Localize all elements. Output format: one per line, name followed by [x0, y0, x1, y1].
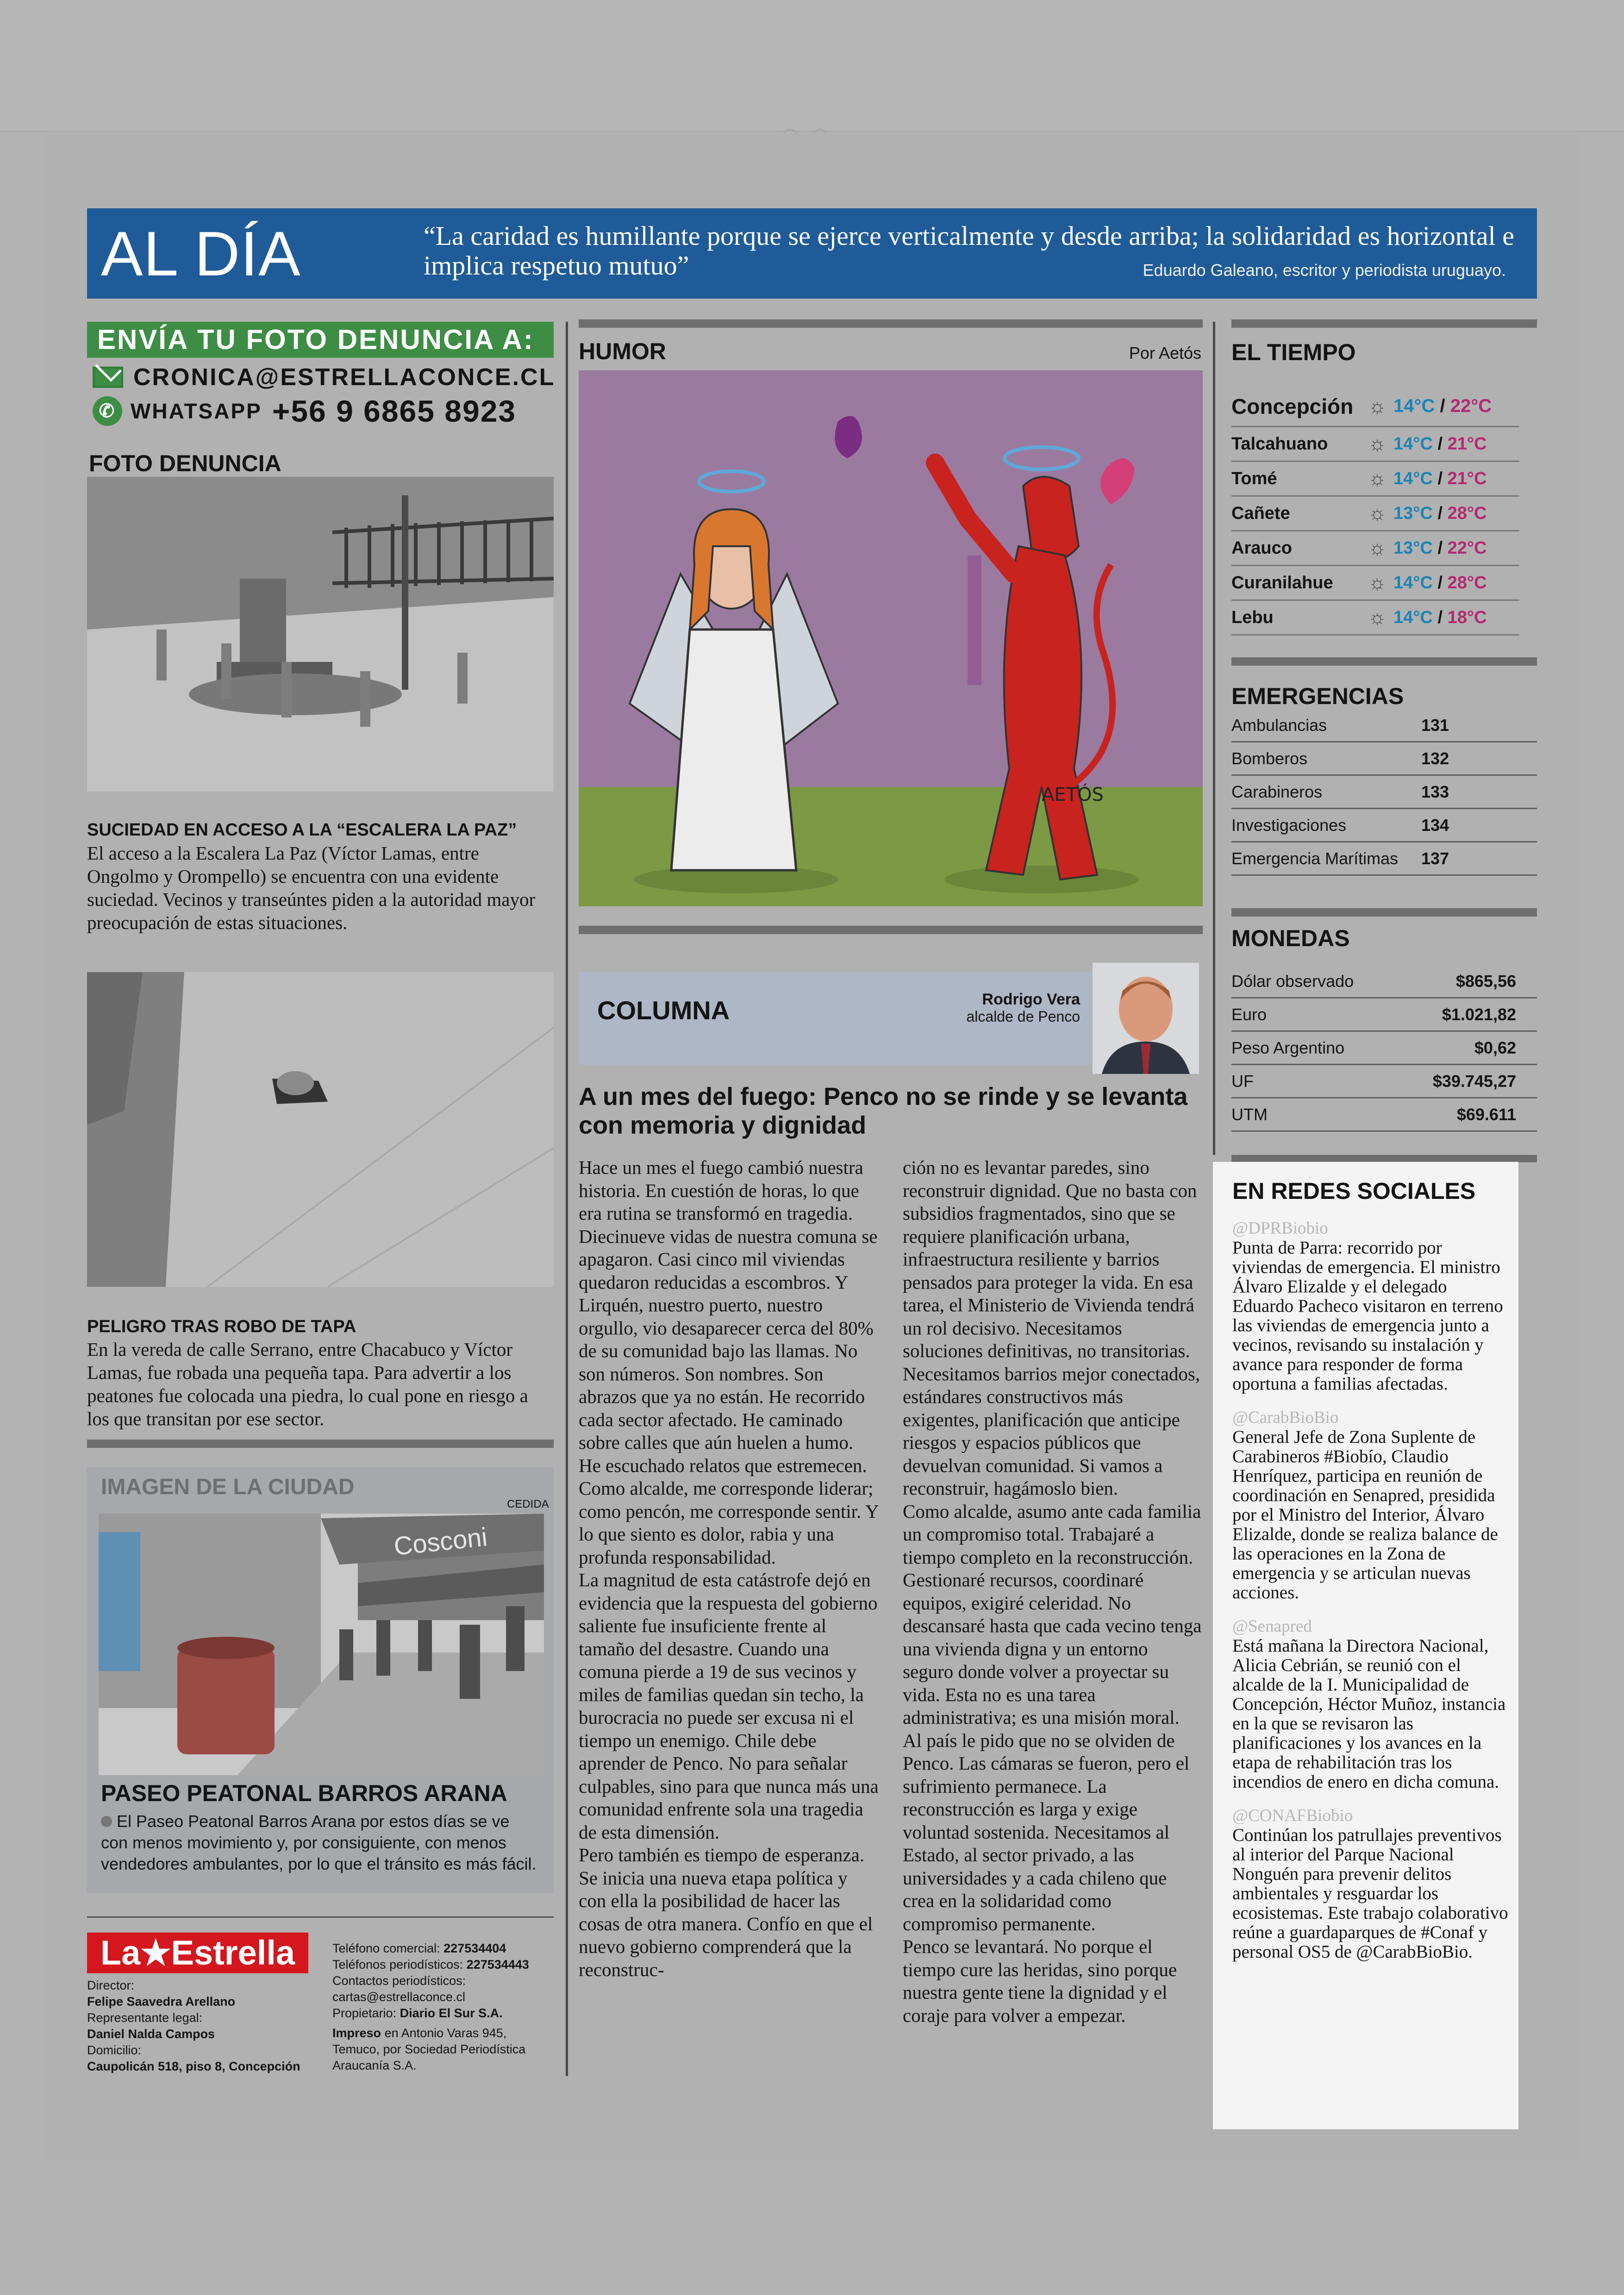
temp-max: 22°C: [1447, 538, 1487, 558]
weather-city: Cañete: [1231, 503, 1290, 523]
temp-min: 14°C: [1393, 607, 1433, 627]
emergency-name: Investigaciones: [1231, 815, 1347, 835]
imagen-ciudad-title: IMAGEN DE LA CIUDAD: [101, 1475, 355, 1499]
columna-col2: [903, 1156, 1203, 2027]
currency-value: $1.021,82: [1442, 1004, 1516, 1024]
temp-min: 14°C: [1393, 573, 1433, 592]
rep-name: Daniel Nalda Campos: [87, 2027, 215, 2041]
emergency-row: [1231, 809, 1537, 842]
sun-icon: ☼: [1368, 394, 1387, 418]
caption-body-1: El acceso a la Escalera La Paz (Víctor Lamas, entre Ongolmo y Orompello) se encuentra con una evidente suciedad. Vecinos y transeúntes piden a la autoridad mayor preocupación de estas situaciones.: [87, 842, 536, 933]
temp-max: 28°C: [1447, 503, 1487, 523]
monedas-title: MONEDAS: [1231, 925, 1350, 951]
emergency-number[interactable]: 131: [1421, 715, 1449, 735]
weather-city: Curanilahue: [1231, 573, 1333, 592]
columna-paragraph: Penco se levantará. No porque el tiempo cure las heridas, sino porque nuestra gente tiene la dignidad y el coraje para volver a empezar.: [903, 1936, 1177, 2026]
la-estrella-logo: La★Estrella: [87, 1933, 308, 1973]
whatsapp-icon: ✆: [93, 396, 122, 426]
monedas-table: [1231, 965, 1537, 1132]
foto-denuncia-banner: ENVÍA TU FOTO DENUNCIA A:: [87, 322, 554, 358]
columna-paragraph: Al país le pido que no se olviden de Penco. Las cámaras se fueron, pero el sufrimiento permanece. La reconstrucción es larga y exige voluntad sostenida. Necesitamos al Estado, al sector privado, a las universidades y a cada chileno que crea en la solidaridad como compromiso permanente.: [903, 1729, 1190, 1934]
rep-label: Representante legal:: [87, 2011, 203, 2025]
humor-cartoon: [579, 370, 1203, 906]
weather-row: Lebu ☼ 14°C / 18°C: [1231, 601, 1519, 636]
viewer-top-band: [0, 0, 1624, 132]
masthead-staff: [87, 1977, 305, 2075]
weather-city: Arauco: [1231, 538, 1292, 558]
currency-value: $0,62: [1474, 1038, 1516, 1057]
sun-icon: ☼: [1368, 502, 1387, 524]
weather-city: Tomé: [1231, 468, 1277, 488]
column-divider: [566, 322, 568, 2076]
sun-icon: ☼: [1368, 432, 1387, 455]
emergency-number[interactable]: 137: [1421, 848, 1449, 868]
director-name: Felipe Saavedra Arellano: [87, 1995, 236, 2008]
contactos-label: Contactos periodísticos:: [332, 1974, 466, 1988]
sun-icon: ☼: [1368, 467, 1387, 490]
temp-min: 14°C: [1393, 434, 1433, 454]
emergencias-rule: [1231, 657, 1537, 666]
emergency-number[interactable]: 132: [1421, 748, 1449, 768]
store-sign: Cosconi: [392, 1522, 489, 1561]
currency-value: $69.611: [1456, 1104, 1516, 1124]
currency-row: [1231, 1065, 1537, 1098]
bullet-icon: [101, 1816, 112, 1827]
sun-icon: ☼: [1368, 571, 1387, 594]
photo-escalera: [87, 477, 554, 792]
redes-rule: [1231, 1155, 1537, 1162]
masthead-rule: [87, 1916, 554, 1918]
weather-city: Talcahuano: [1231, 434, 1328, 454]
foto-denuncia-title: FOTO DENUNCIA: [89, 450, 281, 476]
emergency-row: [1231, 742, 1537, 776]
emergencias-title: EMERGENCIAS: [1231, 683, 1404, 709]
columna-paragraph: La magnitud de esta catástrofe dejó en evidencia que la respuesta del gobierno saliente fue insuficiente frente al tamaño del desastre. Cuando una comuna pierde a 19 de sus vecinos y miles de familias quedan sin techo, la burocracia no puede ser excusa ni el tiempo un enemigo. Chile debe aprender de Penco. No para señalar culpables, sino para que nunca más una comunidad enfrente sola una tragedia de esta dimensión.: [579, 1569, 879, 1843]
currency-row: [1231, 965, 1537, 998]
caption-title-1: SUCIEDAD EN ACCESO A LA “ESCALERA LA PAZ”: [87, 820, 517, 840]
temp-max: 28°C: [1447, 573, 1487, 592]
currency-name: UTM: [1231, 1104, 1268, 1124]
redes-sociales-panel: [1213, 1162, 1518, 2129]
currency-value: $865,56: [1455, 971, 1516, 991]
sun-icon: ☼: [1368, 536, 1387, 559]
columna-paragraph: Pero también es tiempo de esperanza. Se inicia una nueva etapa política y con ella la posibilidad de hacer las cosas de otra manera. Confío en que el nuevo gobierno comprenderá que la reconstruc-: [579, 1844, 873, 1980]
columna-title: A un mes del fuego: Penco no se rinde y se levanta con memoria y dignidad: [579, 1083, 1188, 1139]
weather-row: Talcahuano ☼ 14°C / 21°C: [1231, 427, 1519, 462]
emergency-number[interactable]: 133: [1421, 782, 1449, 801]
weather-row: Concepción ☼ 14°C / 22°C: [1231, 387, 1519, 427]
currency-name: Euro: [1231, 1004, 1267, 1024]
columna-paragraph: Como alcalde, asumo ante cada familia un compromiso total. Trabajaré a tiempo completo en la reconstrucción. Gestionaré recursos, coordinaré equipos, exigiré celeridad. No descansaré hasta que cada vecino tenga una vivienda digna y un entorno seguro donde volver a proyectar su vida. Esta no es una tarea administrativa; es una misión moral.: [903, 1500, 1202, 1728]
weather-row: Tomé ☼ 14°C / 21°C: [1231, 462, 1519, 497]
emergencias-table: [1231, 709, 1537, 876]
column-divider: [1213, 322, 1215, 1155]
whatsapp-number: +56 9 6865 8923: [272, 394, 517, 428]
cartoon-signature: AETÓS: [1042, 784, 1104, 805]
caption-body-2: En la vereda de calle Serrano, entre Chacabuco y Víctor Lamas, fue robada una pequeña tapa. Para advertir a los peatones fue colocada una piedra, lo cual pone en riesgo a los que transitan por ese sector.: [87, 1339, 528, 1429]
impreso-label: Impreso: [332, 2026, 381, 2040]
emergency-name: Carabineros: [1231, 782, 1323, 801]
weather-table: [1231, 387, 1519, 636]
mail-icon: [93, 367, 123, 388]
weather-row: Curanilahue ☼ 14°C / 28°C: [1231, 566, 1519, 601]
emergency-name: Emergencia Marítimas: [1231, 848, 1399, 868]
imagen-ciudad-text: El Paseo Peatonal Barros Arana por estos días se ve con menos movimiento y, por consiguiente, con menos vendedores ambulantes, por lo que el tránsito es más fácil.: [101, 1812, 537, 1873]
weather-row: Arauco ☼ 13°C / 22°C: [1231, 531, 1519, 566]
propietario: Diario El Sur S.A.: [400, 2006, 503, 2020]
contact-whatsapp[interactable]: [93, 393, 516, 429]
temp-max: 21°C: [1447, 434, 1487, 454]
section-title: AL DÍA: [101, 218, 301, 289]
sun-icon: ☼: [1368, 606, 1387, 629]
emergency-number[interactable]: 134: [1421, 815, 1449, 835]
quote-author: Eduardo Galeano, escritor y periodista uruguayo.: [1143, 261, 1506, 280]
humor-author: Por Aetós: [1129, 343, 1201, 362]
author-photo: [1093, 963, 1199, 1074]
post-text: General Jefe de Zona Suplente de Carabineros #Biobío, Claudio Henríquez, participa en reunión de coordinación en Senapred, presidida por el Ministro del Interior, Álvaro Elizalde, donde se realiza balance de las operaciones en la Zona de emergencia y se articulan nuevas acciones.: [1232, 1427, 1498, 1603]
domicilio-value: Caupolicán 518, piso 8, Concepción: [87, 2059, 300, 2073]
emergency-row: [1231, 709, 1537, 742]
tel-per-label: Teléfonos periodísticos:: [332, 1958, 463, 1971]
impreso: en Antonio Varas 945, Temuco, por Sociedad Periodística Araucanía S.A.: [332, 2026, 526, 2072]
columna-paragraph: ción no es levantar paredes, sino reconstruir dignidad. Que no basta con subsidios fragmentados, sino que se requiere planificación urbana, infraestructura resiliente y barrios pensados para proteger la vida. En esa tarea, el Ministerio de Vivienda tendrá un rol decisivo. Necesitamos soluciones definitivas, no transitorias. Necesitamos barrios mejor conectados, estándares constructivos más exigentes, planificación que anticipe riesgos y espacios públicos que devuelvan comunidad. Si vamos a reconstruir, hagámoslo bien.: [903, 1157, 1200, 1499]
contactos-email[interactable]: cartas@estrellaconce.cl: [332, 1990, 466, 2004]
section-divider: [87, 1440, 554, 1448]
masthead-contacts: [332, 1940, 550, 2074]
post-handle[interactable]: @CarabBioBio: [1232, 1408, 1339, 1427]
imagen-ciudad-body: [101, 1811, 541, 1875]
columna-paragraph: Hace un mes el fuego cambió nuestra historia. En cuestión de horas, lo que era rutina se transformó en tragedia. Diecinueve vidas de nuestra comuna se apagaron. Casi cinco mil viviendas quedaron reducidas a escombros. Y Lirquén, nuestro puerto, nuestro orgullo, vio desaparecer cerca del 80% de su comunidad bajo las llamas. No son números. Son nombres. Son abrazos que ya no están. He recorrido cada sector afectado. He caminado sobre calles que aún huelen a humo. He escuchado relatos que estremecen. Como alcalde, me corresponde liderar; como pencón, me corresponde sentir. Y lo que siento es dolor, rabia y una profunda responsabilidad.: [579, 1157, 879, 1568]
caption-title-2: PELIGRO TRAS ROBO DE TAPA: [87, 1317, 356, 1336]
photo-credit: CEDIDA: [507, 1498, 549, 1510]
temp-min: 13°C: [1393, 503, 1433, 523]
columna-label: COLUMNA: [597, 996, 730, 1025]
tel-per: 227534443: [466, 1958, 529, 1971]
currency-row: [1231, 1098, 1537, 1132]
currency-name: Dólar observado: [1231, 971, 1354, 991]
weather-city: Lebu: [1231, 607, 1274, 627]
monedas-rule: [1231, 908, 1537, 917]
temp-min: 14°C: [1393, 468, 1433, 488]
tiempo-title: EL TIEMPO: [1231, 339, 1356, 365]
humor-rule: [579, 319, 1203, 328]
emergency-name: Bomberos: [1231, 748, 1308, 768]
emergency-row: [1231, 842, 1537, 876]
temp-min: 13°C: [1393, 538, 1433, 558]
redes-title: EN REDES SOCIALES: [1232, 1178, 1476, 1204]
weather-row: Cañete ☼ 13°C / 28°C: [1231, 497, 1519, 531]
director-label: Director:: [87, 1978, 135, 1992]
temp-max: 18°C: [1447, 607, 1487, 627]
weather-city: Concepción: [1231, 394, 1354, 418]
photo-paseo-peatonal: [99, 1514, 544, 1775]
temp-min: 14°C: [1393, 396, 1435, 416]
imagen-ciudad-headline: PASEO PEATONAL BARROS ARANA: [101, 1780, 507, 1806]
tiempo-rule: [1231, 319, 1537, 328]
post-text: Está mañana la Directora Nacional, Alicia Cebrián, se reunió con el alcalde de la I. Municipalidad de Concepción, Héctor Muñoz, instancia en la que se revisaron las planificaciones y los avances en la etapa de rehabilitación tras los incendios de enero en dicha comuna.: [1232, 1636, 1506, 1792]
humor-title: HUMOR: [579, 338, 666, 364]
contact-email[interactable]: [93, 363, 555, 391]
email-text: CRONICA@ESTRELLACONCE.CL: [133, 364, 556, 391]
post-handle[interactable]: @CONAFBiobio: [1232, 1806, 1353, 1825]
columna-role: alcalde de Penco: [966, 1008, 1080, 1025]
post-handle[interactable]: @Senapred: [1232, 1617, 1312, 1636]
domicilio-label: Domicilio:: [87, 2043, 142, 2057]
currency-name: Peso Argentino: [1231, 1038, 1345, 1057]
header-quote: “La caridad es humillante porque se ejerce verticalmente y desde arriba; la solidaridad es horizontal e implica respetuo mutuo”: [424, 221, 1514, 281]
tel-com-label: Teléfono comercial:: [332, 1941, 440, 1955]
emergency-name: Ambulancias: [1231, 715, 1327, 735]
currency-row: [1231, 1032, 1537, 1065]
propietario-label: Propietario:: [332, 2006, 397, 2020]
whatsapp-label: WHATSAPP: [131, 399, 262, 423]
currency-name: UF: [1231, 1071, 1254, 1091]
post-text: Continúan los patrullajes preventivos al interior del Parque Nacional Nonguén para prevenir delitos ambientales y resguardar los ecosistemas. Este trabajo colaborativo reúne a guardaparques de #Conaf y personal OS5 de @CarabBioBio.: [1232, 1825, 1508, 1962]
photo-tapa: [87, 972, 554, 1287]
tel-com: 227534404: [443, 1941, 506, 1955]
columna-author: Rodrigo Vera: [982, 991, 1080, 1008]
currency-value: $39.745,27: [1432, 1071, 1516, 1091]
columna-col1: [579, 1156, 880, 1981]
columna-rule: [579, 926, 1203, 934]
currency-row: [1231, 998, 1537, 1032]
post-text: Punta de Parra: recorrido por viviendas de emergencia. El ministro Álvaro Elizalde y el delegado Eduardo Pacheco visitaron en terreno las viviendas de emergencia junto a vecinos, revisando su instalación y avance para responder de forma oportuna a familias afectadas.: [1232, 1238, 1503, 1394]
temp-max: 22°C: [1450, 396, 1492, 416]
temp-max: 21°C: [1447, 468, 1487, 488]
emergency-row: [1231, 776, 1537, 809]
post-handle[interactable]: @DPRBiobio: [1232, 1219, 1328, 1238]
